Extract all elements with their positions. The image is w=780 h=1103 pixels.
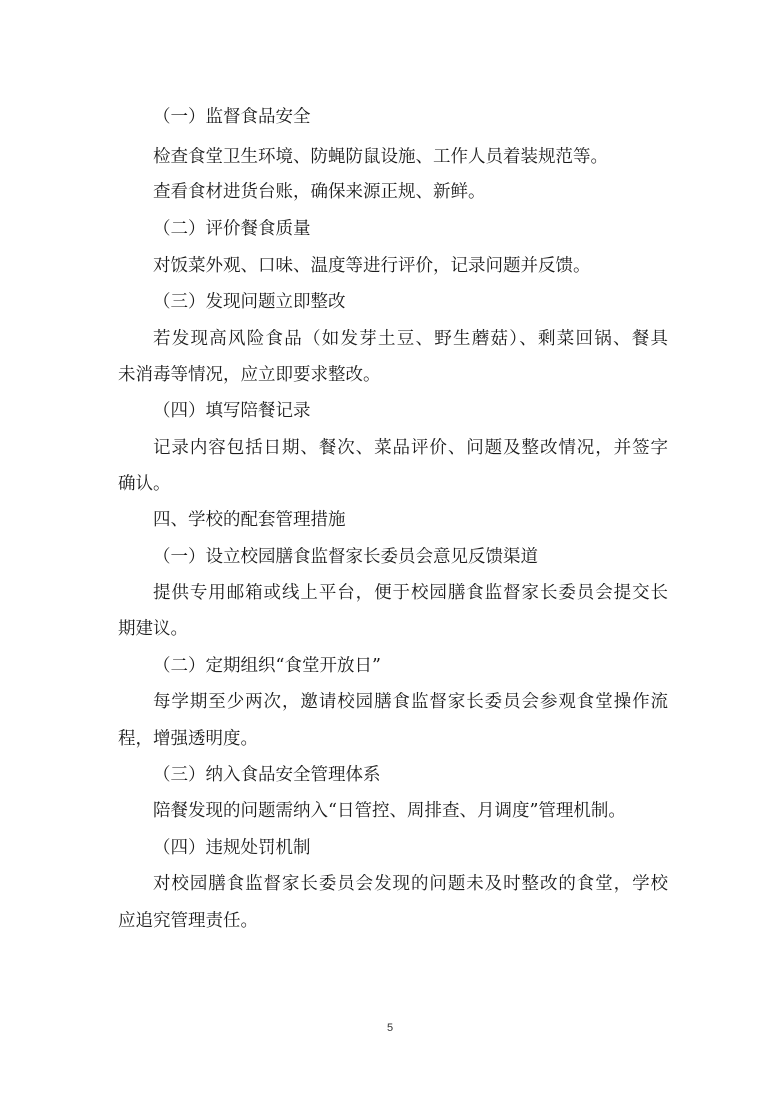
page-number: 5 xyxy=(386,1022,394,1034)
subheading-fill-record: （四）填写陪餐记录 xyxy=(153,401,311,421)
paragraph-line: 程，增强透明度。 xyxy=(118,729,258,749)
paragraph-line: 应追究管理责任。 xyxy=(118,911,258,931)
subheading-evaluate-meal-quality: （二）评价餐食质量 xyxy=(153,219,311,239)
paragraph-line: 每学期至少两次，邀请校园膳食监督家长委员会参观食堂操作流 xyxy=(153,692,668,712)
paragraph-line: 未消毒等情况，应立即要求整改。 xyxy=(118,365,381,385)
paragraph-line: 对校园膳食监督家长委员会发现的问题未及时整改的食堂，学校 xyxy=(153,874,668,894)
section-heading: 四、学校的配套管理措施 xyxy=(153,510,346,530)
subheading-supervise-food-safety: （一）监督食品安全 xyxy=(153,107,311,127)
paragraph-line: 期建议。 xyxy=(118,619,188,639)
paragraph-line: 查看食材进货台账，确保来源正规、新鲜。 xyxy=(153,182,486,202)
paragraph-line: 若发现高风险食品（如发芽土豆、野生蘑菇）、剩菜回锅、餐具 xyxy=(153,329,668,349)
subheading-feedback-channel: （一）设立校园膳食监督家长委员会意见反馈渠道 xyxy=(153,547,538,567)
paragraph-line: 提供专用邮箱或线上平台，便于校园膳食监督家长委员会提交长 xyxy=(153,583,668,603)
paragraph-line: 记录内容包括日期、餐次、菜品评价、问题及整改情况，并签字 xyxy=(153,438,668,458)
subheading-rectify-problems: （三）发现问题立即整改 xyxy=(153,292,346,312)
subheading-penalty-mechanism: （四）违规处罚机制 xyxy=(153,838,311,858)
paragraph-line: 对饭菜外观、口味、温度等进行评价，记录问题并反馈。 xyxy=(153,256,591,276)
paragraph-line: 陪餐发现的问题需纳入“日管控、周排查、月调度”管理机制。 xyxy=(153,801,626,821)
subheading-management-system: （三）纳入食品安全管理体系 xyxy=(153,765,381,785)
paragraph-line: 确认。 xyxy=(118,474,171,494)
subheading-open-day: （二）定期组织“食堂开放日” xyxy=(153,656,381,676)
paragraph-line: 检查食堂卫生环境、防蝇防鼠设施、工作人员着装规范等。 xyxy=(153,147,608,167)
